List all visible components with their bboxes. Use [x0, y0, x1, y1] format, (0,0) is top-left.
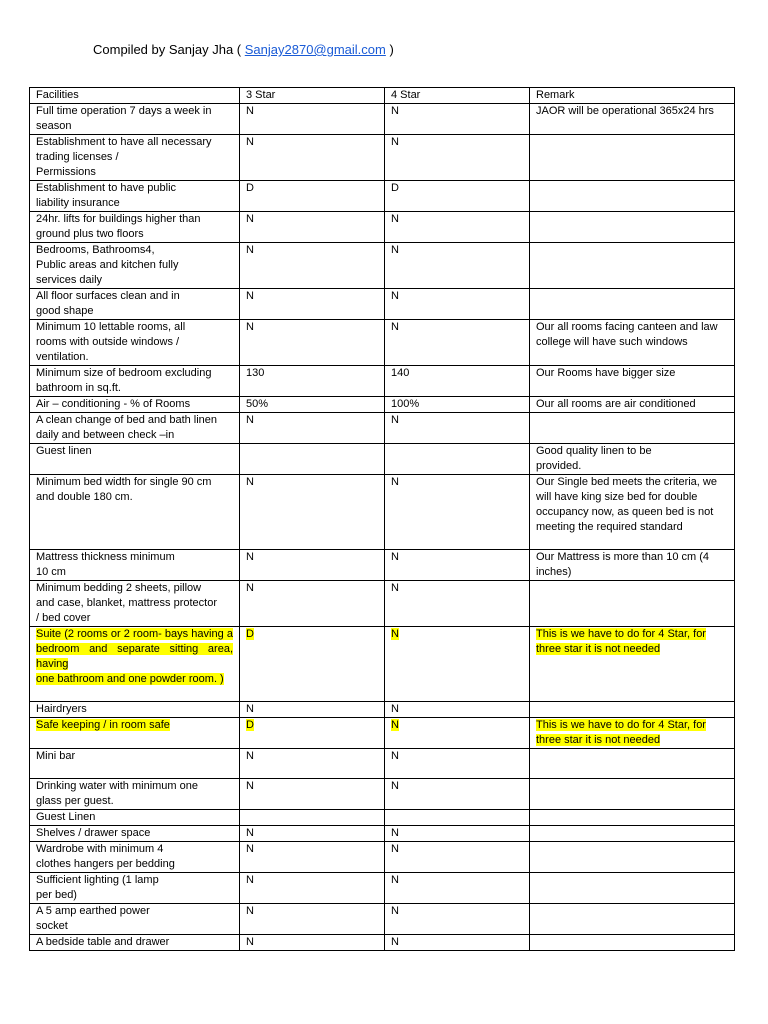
highlighted-text: This is we have to do for 4 Star, for three star it is not needed [536, 628, 706, 655]
facility-cell: Establishment to have all necessary trading licenses / Permissions [30, 135, 240, 181]
table-row [30, 135, 735, 181]
4-star-cell: 140 [385, 366, 530, 397]
table-row [30, 366, 735, 397]
4-star-cell: N [385, 826, 530, 842]
3-star-cell: N [240, 104, 385, 135]
remark-cell: Our Mattress is more than 10 cm (4 inches) [530, 550, 735, 581]
4-star-cell: N [385, 749, 530, 779]
4-star-cell: N [385, 475, 530, 550]
remark-cell [530, 702, 735, 718]
column-header-3-star: 3 Star [240, 88, 385, 104]
table-row [30, 749, 735, 779]
table-row [30, 444, 735, 475]
3-star-cell: 50% [240, 397, 385, 413]
remark-cell: Our all rooms are air conditioned [530, 397, 735, 413]
table-row [30, 826, 735, 842]
table-row [30, 842, 735, 873]
3-star-cell: N [240, 289, 385, 320]
facility-cell: Minimum bed width for single 90 cm and double 180 cm. [30, 475, 240, 550]
3-star-cell: N [240, 779, 385, 810]
4-star-cell [385, 627, 530, 702]
3-star-cell [240, 718, 385, 749]
table-row [30, 320, 735, 366]
compiled-by-line [93, 42, 394, 57]
remark-cell [530, 289, 735, 320]
remark-cell [530, 243, 735, 289]
remark-cell [530, 810, 735, 826]
3-star-cell: N [240, 873, 385, 904]
3-star-cell [240, 444, 385, 475]
3-star-cell: N [240, 413, 385, 444]
remark-cell: Good quality linen to be provided. [530, 444, 735, 475]
highlighted-text: Suite (2 rooms or 2 room- bays having a bedroom and separate sitting area, having one bathroom and one powder room. ) [36, 628, 233, 685]
facility-cell: Minimum 10 lettable rooms, all rooms with outside windows / ventilation. [30, 320, 240, 366]
4-star-cell: N [385, 904, 530, 935]
4-star-cell: N [385, 581, 530, 627]
remark-cell: Our Single bed meets the criteria, we will have king size bed for double occupancy now, as queen bed is not meeting the required standard [530, 475, 735, 550]
3-star-cell: N [240, 935, 385, 951]
table-row [30, 935, 735, 951]
3-star-cell: N [240, 904, 385, 935]
remark-cell [530, 181, 735, 212]
column-header-4-star: 4 Star [385, 88, 530, 104]
table-row [30, 212, 735, 243]
remark-cell [530, 935, 735, 951]
facility-cell: Mattress thickness minimum 10 cm [30, 550, 240, 581]
table-body [30, 104, 735, 951]
facility-cell: Mini bar [30, 749, 240, 779]
remark-cell: JAOR will be operational 365x24 hrs [530, 104, 735, 135]
remark-cell [530, 779, 735, 810]
facility-cell: Hairdryers [30, 702, 240, 718]
table-row [30, 810, 735, 826]
4-star-cell: N [385, 212, 530, 243]
remark-cell [530, 212, 735, 243]
table-row [30, 550, 735, 581]
highlighted-text: N [391, 628, 399, 640]
facility-cell: Wardrobe with minimum 4 clothes hangers per bedding [30, 842, 240, 873]
table-row [30, 413, 735, 444]
remark-cell [530, 135, 735, 181]
facility-cell: All floor surfaces clean and in good shape [30, 289, 240, 320]
4-star-cell: N [385, 135, 530, 181]
3-star-cell [240, 810, 385, 826]
3-star-cell: N [240, 320, 385, 366]
facility-cell: Guest linen [30, 444, 240, 475]
remark-cell [530, 904, 735, 935]
4-star-cell [385, 444, 530, 475]
column-header-remark: Remark [530, 88, 735, 104]
facility-cell: Guest Linen [30, 810, 240, 826]
facility-cell: Air – conditioning - % of Rooms [30, 397, 240, 413]
highlighted-text: Safe keeping / in room safe [36, 719, 170, 731]
table-row [30, 581, 735, 627]
4-star-cell: D [385, 181, 530, 212]
table-row [30, 243, 735, 289]
3-star-cell: N [240, 212, 385, 243]
4-star-cell: N [385, 289, 530, 320]
4-star-cell: 100% [385, 397, 530, 413]
facility-cell: A bedside table and drawer [30, 935, 240, 951]
facility-cell: Minimum bedding 2 sheets, pillow and case, blanket, mattress protector / bed cover [30, 581, 240, 627]
highlighted-text: This is we have to do for 4 Star, for three star it is not needed [536, 719, 706, 746]
table-header-row [30, 88, 735, 104]
compiled-by-suffix: ) [385, 42, 394, 57]
facility-cell [30, 718, 240, 749]
table-row [30, 104, 735, 135]
facility-cell: A clean change of bed and bath linen daily and between check –in [30, 413, 240, 444]
4-star-cell: N [385, 702, 530, 718]
3-star-cell: D [240, 181, 385, 212]
3-star-cell: N [240, 475, 385, 550]
column-header-facilities: Facilities [30, 88, 240, 104]
remark-cell: Our Rooms have bigger size [530, 366, 735, 397]
facility-cell: Bedrooms, Bathrooms4, Public areas and kitchen fully services daily [30, 243, 240, 289]
remark-cell: Our all rooms facing canteen and law college will have such windows [530, 320, 735, 366]
highlighted-text: D [246, 628, 254, 640]
facility-cell: Minimum size of bedroom excluding bathroom in sq.ft. [30, 366, 240, 397]
3-star-cell: N [240, 135, 385, 181]
facility-cell: A 5 amp earthed power socket [30, 904, 240, 935]
remark-cell [530, 413, 735, 444]
table-row [30, 873, 735, 904]
3-star-cell: N [240, 826, 385, 842]
highlighted-text: N [391, 719, 399, 731]
remark-cell [530, 842, 735, 873]
3-star-cell: N [240, 550, 385, 581]
email-link[interactable]: Sanjay2870@gmail.com [244, 42, 386, 57]
highlighted-text: D [246, 719, 254, 731]
4-star-cell: N [385, 320, 530, 366]
4-star-cell: N [385, 413, 530, 444]
4-star-cell [385, 810, 530, 826]
4-star-cell: N [385, 550, 530, 581]
3-star-cell: N [240, 749, 385, 779]
4-star-cell: N [385, 935, 530, 951]
table-row [30, 181, 735, 212]
table-row [30, 289, 735, 320]
4-star-cell: N [385, 842, 530, 873]
table-row [30, 779, 735, 810]
4-star-cell: N [385, 873, 530, 904]
facility-cell: Full time operation 7 days a week in season [30, 104, 240, 135]
compiled-by-text: Compiled by Sanjay Jha ( [93, 42, 245, 57]
remark-cell [530, 749, 735, 779]
table-row [30, 702, 735, 718]
3-star-cell: N [240, 581, 385, 627]
remark-cell [530, 873, 735, 904]
facility-cell: Drinking water with minimum one glass per guest. [30, 779, 240, 810]
4-star-cell: N [385, 104, 530, 135]
remark-cell [530, 581, 735, 627]
facility-cell [30, 627, 240, 702]
table-row [30, 718, 735, 749]
3-star-cell: 130 [240, 366, 385, 397]
star-rating-table [29, 87, 735, 951]
facility-cell: 24hr. lifts for buildings higher than ground plus two floors [30, 212, 240, 243]
remark-cell [530, 826, 735, 842]
facility-cell: Establishment to have public liability insurance [30, 181, 240, 212]
4-star-cell [385, 718, 530, 749]
4-star-cell: N [385, 779, 530, 810]
facility-cell: Shelves / drawer space [30, 826, 240, 842]
table-row [30, 904, 735, 935]
remark-cell [530, 627, 735, 702]
4-star-cell: N [385, 243, 530, 289]
table-row [30, 627, 735, 702]
3-star-cell: N [240, 243, 385, 289]
3-star-cell: N [240, 842, 385, 873]
table-row [30, 475, 735, 550]
facility-cell: Sufficient lighting (1 lamp per bed) [30, 873, 240, 904]
3-star-cell [240, 627, 385, 702]
3-star-cell: N [240, 702, 385, 718]
remark-cell [530, 718, 735, 749]
table-row [30, 397, 735, 413]
